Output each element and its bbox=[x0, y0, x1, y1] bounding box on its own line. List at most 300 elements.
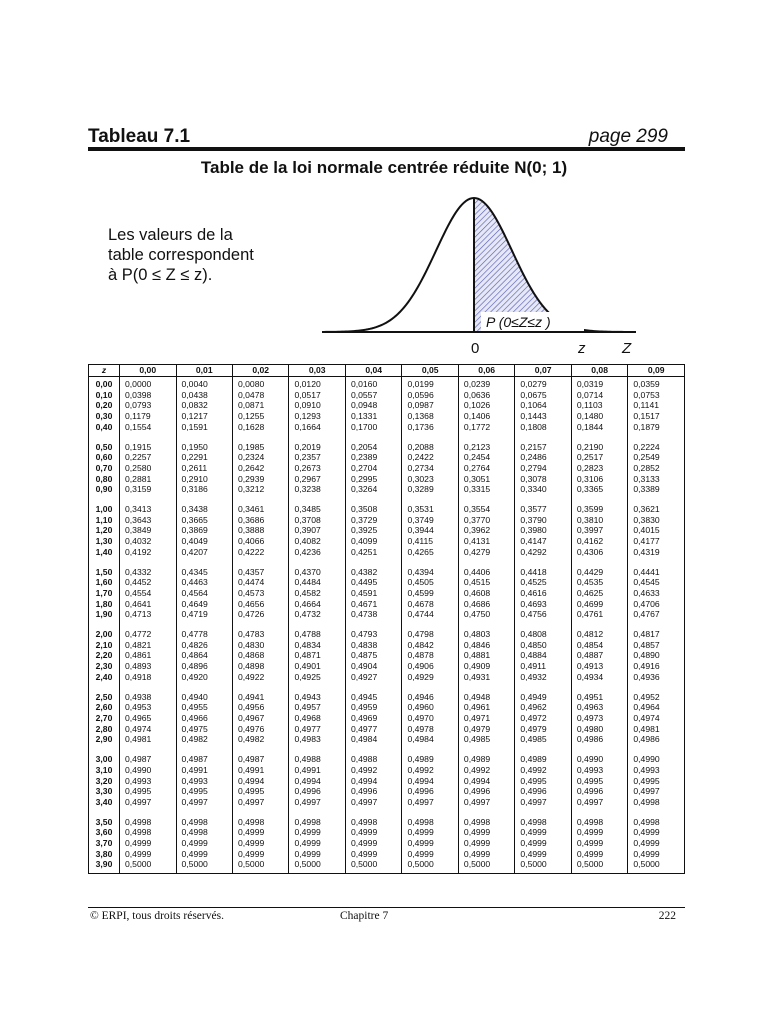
probability-cell: 0,2910 bbox=[176, 474, 232, 485]
probability-cell: 0,4871 bbox=[289, 650, 345, 661]
probability-cell: 0,0199 bbox=[402, 377, 458, 390]
probability-cell: 0,4798 bbox=[402, 620, 458, 640]
probability-cell: 0,3485 bbox=[289, 495, 345, 515]
probability-cell: 0,4732 bbox=[289, 609, 345, 620]
probability-cell: 0,3577 bbox=[515, 495, 571, 515]
probability-cell: 0,2823 bbox=[571, 463, 627, 474]
probability-cell: 0,3365 bbox=[571, 484, 627, 495]
probability-cell: 0,4803 bbox=[458, 620, 514, 640]
probability-cell: 0,2704 bbox=[345, 463, 401, 474]
table-row bbox=[89, 536, 685, 547]
probability-cell: 0,4997 bbox=[176, 797, 232, 808]
probability-cell: 0,3554 bbox=[458, 495, 514, 515]
probability-cell: 0,0319 bbox=[571, 377, 627, 390]
probability-cell: 0,4995 bbox=[515, 776, 571, 787]
probability-cell: 0,2088 bbox=[402, 433, 458, 453]
probability-cell: 0,4946 bbox=[402, 683, 458, 703]
probability-cell: 0,4996 bbox=[458, 786, 514, 797]
table-row bbox=[89, 609, 685, 620]
probability-cell: 0,4978 bbox=[402, 724, 458, 735]
table-row bbox=[89, 859, 685, 873]
probability-cell: 0,4616 bbox=[515, 588, 571, 599]
probability-cell: 0,4525 bbox=[515, 577, 571, 588]
z-value-cell: 1,00 bbox=[95, 504, 113, 515]
probability-cell: 0,4783 bbox=[232, 620, 288, 640]
probability-cell: 0,4999 bbox=[515, 838, 571, 849]
probability-cell: 0,4345 bbox=[176, 558, 232, 578]
probability-cell: 0,4948 bbox=[458, 683, 514, 703]
probability-cell: 0,4082 bbox=[289, 536, 345, 547]
table-row bbox=[89, 474, 685, 485]
probability-cell: 0,4988 bbox=[345, 745, 401, 765]
probability-cell: 0,4131 bbox=[458, 536, 514, 547]
probability-cell: 0,4999 bbox=[345, 827, 401, 838]
probability-cell: 0,4957 bbox=[289, 702, 345, 713]
column-header: 0,04 bbox=[345, 365, 401, 377]
probability-cell: 0,0517 bbox=[289, 390, 345, 401]
probability-cell: 0,4032 bbox=[120, 536, 176, 547]
table-row bbox=[89, 515, 685, 526]
z-value-cell: 0,90 bbox=[95, 484, 113, 495]
probability-cell: 0,0910 bbox=[289, 400, 345, 411]
probability-cell: 0,4986 bbox=[628, 734, 685, 745]
probability-cell: 0,0675 bbox=[515, 390, 571, 401]
probability-cell: 0,4817 bbox=[628, 620, 685, 640]
probability-cell: 0,4994 bbox=[345, 776, 401, 787]
probability-cell: 0,4995 bbox=[176, 786, 232, 797]
probability-cell: 0,3508 bbox=[345, 495, 401, 515]
z-value-cell: 2,60 bbox=[95, 702, 113, 713]
z-value-cell: 0,30 bbox=[95, 411, 113, 422]
probability-cell: 0,4998 bbox=[120, 808, 176, 828]
probability-cell: 0,0478 bbox=[232, 390, 288, 401]
table-row bbox=[89, 702, 685, 713]
shaded-area bbox=[474, 198, 584, 332]
probability-cell: 0,4332 bbox=[120, 558, 176, 578]
probability-cell: 0,4761 bbox=[571, 609, 627, 620]
probability-cell: 0,4968 bbox=[289, 713, 345, 724]
probability-cell: 0,4812 bbox=[571, 620, 627, 640]
probability-cell: 0,2549 bbox=[628, 452, 685, 463]
probability-cell: 0,4973 bbox=[571, 713, 627, 724]
probability-cell: 0,4997 bbox=[571, 797, 627, 808]
probability-cell: 0,5000 bbox=[120, 859, 176, 873]
probability-cell: 0,5000 bbox=[515, 859, 571, 873]
table-row bbox=[89, 797, 685, 808]
probability-cell: 0,0080 bbox=[232, 377, 288, 390]
probability-cell: 0,4898 bbox=[232, 661, 288, 672]
probability-cell: 0,4998 bbox=[176, 827, 232, 838]
probability-cell: 0,0040 bbox=[176, 377, 232, 390]
probability-cell: 0,4999 bbox=[289, 849, 345, 860]
probability-cell: 0,4990 bbox=[120, 765, 176, 776]
probability-cell: 0,4463 bbox=[176, 577, 232, 588]
probability-cell: 0,4998 bbox=[628, 808, 685, 828]
probability-cell: 0,3438 bbox=[176, 495, 232, 515]
probability-cell: 0,2257 bbox=[120, 452, 176, 463]
table-row bbox=[89, 650, 685, 661]
probability-cell: 0,4976 bbox=[232, 724, 288, 735]
probability-cell: 0,4756 bbox=[515, 609, 571, 620]
probability-cell: 0,5000 bbox=[232, 859, 288, 873]
probability-cell: 0,2517 bbox=[571, 452, 627, 463]
probability-cell: 0,4999 bbox=[571, 827, 627, 838]
probability-cell: 0,4911 bbox=[515, 661, 571, 672]
probability-cell: 0,2190 bbox=[571, 433, 627, 453]
probability-cell: 0,1844 bbox=[571, 422, 627, 433]
z-value-cell: 3,50 bbox=[95, 816, 113, 827]
table-row bbox=[89, 765, 685, 776]
probability-cell: 0,4979 bbox=[458, 724, 514, 735]
probability-cell: 0,4993 bbox=[176, 776, 232, 787]
z-value-cell: 3,60 bbox=[95, 827, 113, 838]
probability-cell: 0,4998 bbox=[176, 808, 232, 828]
table-row bbox=[89, 525, 685, 536]
probability-cell: 0,4738 bbox=[345, 609, 401, 620]
probability-cell: 0,4999 bbox=[120, 849, 176, 860]
probability-cell: 0,4984 bbox=[402, 734, 458, 745]
probability-cell: 0,4997 bbox=[458, 797, 514, 808]
z-value-cell: 2,30 bbox=[95, 661, 113, 672]
z-value-cell: 0,70 bbox=[95, 462, 113, 473]
probability-cell: 0,4974 bbox=[628, 713, 685, 724]
probability-cell: 0,1985 bbox=[232, 433, 288, 453]
probability-cell: 0,2642 bbox=[232, 463, 288, 474]
table-row bbox=[89, 390, 685, 401]
probability-cell: 0,4999 bbox=[571, 849, 627, 860]
probability-cell: 0,3944 bbox=[402, 525, 458, 536]
probability-cell: 0,0871 bbox=[232, 400, 288, 411]
z-value-cell: 2,50 bbox=[95, 691, 113, 702]
probability-cell: 0,4625 bbox=[571, 588, 627, 599]
probability-cell: 0,4192 bbox=[120, 547, 176, 558]
probability-cell: 0,3708 bbox=[289, 515, 345, 526]
probability-cell: 0,3212 bbox=[232, 484, 288, 495]
probability-cell: 0,2852 bbox=[628, 463, 685, 474]
probability-cell: 0,4633 bbox=[628, 588, 685, 599]
normal-distribution-table bbox=[88, 364, 685, 874]
probability-cell: 0,3962 bbox=[458, 525, 514, 536]
probability-cell: 0,4987 bbox=[232, 745, 288, 765]
probability-cell: 0,4965 bbox=[120, 713, 176, 724]
probability-cell: 0,4713 bbox=[120, 609, 176, 620]
table-number: Tableau 7.1 bbox=[88, 126, 191, 147]
probability-cell: 0,3340 bbox=[515, 484, 571, 495]
probability-cell: 0,4251 bbox=[345, 547, 401, 558]
probability-cell: 0,2764 bbox=[458, 463, 514, 474]
probability-cell: 0,3289 bbox=[402, 484, 458, 495]
probability-cell: 0,3389 bbox=[628, 484, 685, 495]
probability-cell: 0,4474 bbox=[232, 577, 288, 588]
probability-cell: 0,4999 bbox=[176, 849, 232, 860]
probability-cell: 0,1628 bbox=[232, 422, 288, 433]
probability-cell: 0,2357 bbox=[289, 452, 345, 463]
probability-cell: 0,2054 bbox=[345, 433, 401, 453]
probability-cell: 0,4850 bbox=[515, 640, 571, 651]
z-value-cell: 0,80 bbox=[95, 473, 113, 484]
probability-cell: 0,4998 bbox=[571, 808, 627, 828]
probability-cell: 0,4015 bbox=[628, 525, 685, 536]
table-row bbox=[89, 558, 685, 578]
probability-cell: 0,4394 bbox=[402, 558, 458, 578]
probability-cell: 0,4236 bbox=[289, 547, 345, 558]
probability-cell: 0,4699 bbox=[571, 599, 627, 610]
probability-cell: 0,3729 bbox=[345, 515, 401, 526]
probability-cell: 0,4991 bbox=[176, 765, 232, 776]
probability-cell: 0,4656 bbox=[232, 599, 288, 610]
probability-cell: 0,1064 bbox=[515, 400, 571, 411]
probability-cell: 0,2291 bbox=[176, 452, 232, 463]
probability-cell: 0,4940 bbox=[176, 683, 232, 703]
z-value-cell: 1,40 bbox=[95, 546, 113, 557]
probability-cell: 0,1950 bbox=[176, 433, 232, 453]
probability-cell: 0,3643 bbox=[120, 515, 176, 526]
probability-cell: 0,2995 bbox=[345, 474, 401, 485]
probability-cell: 0,4991 bbox=[289, 765, 345, 776]
z-value-cell: 3,00 bbox=[95, 754, 113, 765]
probability-cell: 0,3531 bbox=[402, 495, 458, 515]
table-row bbox=[89, 827, 685, 838]
probability-cell: 0,0714 bbox=[571, 390, 627, 401]
probability-cell: 0,5000 bbox=[345, 859, 401, 873]
probability-cell: 0,4177 bbox=[628, 536, 685, 547]
probability-cell: 0,4999 bbox=[232, 838, 288, 849]
probability-cell: 0,4484 bbox=[289, 577, 345, 588]
probability-cell: 0,4099 bbox=[345, 536, 401, 547]
probability-cell: 0,3810 bbox=[571, 515, 627, 526]
probability-cell: 0,4207 bbox=[176, 547, 232, 558]
z-value-cell: 1,50 bbox=[95, 566, 113, 577]
probability-cell: 0,4767 bbox=[628, 609, 685, 620]
table-row bbox=[89, 620, 685, 640]
probability-cell: 0,4306 bbox=[571, 547, 627, 558]
probability-cell: 0,3849 bbox=[120, 525, 176, 536]
probability-cell: 0,4842 bbox=[402, 640, 458, 651]
probability-cell: 0,0596 bbox=[402, 390, 458, 401]
probability-cell: 0,4994 bbox=[232, 776, 288, 787]
probability-cell: 0,4929 bbox=[402, 672, 458, 683]
column-header: 0,01 bbox=[176, 365, 232, 377]
normal-curve-figure bbox=[318, 190, 648, 362]
z-value-cell: 2,80 bbox=[95, 723, 113, 734]
probability-cell: 0,4982 bbox=[232, 734, 288, 745]
probability-cell: 0,4966 bbox=[176, 713, 232, 724]
probability-cell: 0,4864 bbox=[176, 650, 232, 661]
probability-cell: 0,4999 bbox=[176, 838, 232, 849]
probability-cell: 0,3159 bbox=[120, 484, 176, 495]
probability-cell: 0,4990 bbox=[628, 745, 685, 765]
probability-cell: 0,4938 bbox=[120, 683, 176, 703]
z-value-cell: 0,50 bbox=[95, 441, 113, 452]
probability-cell: 0,4854 bbox=[571, 640, 627, 651]
probability-cell: 0,4861 bbox=[120, 650, 176, 661]
probability-cell: 0,4993 bbox=[628, 765, 685, 776]
z-value-cell: 3,10 bbox=[95, 764, 113, 775]
probability-cell: 0,4890 bbox=[628, 650, 685, 661]
probability-cell: 0,4999 bbox=[402, 827, 458, 838]
probability-cell: 0,4987 bbox=[176, 745, 232, 765]
header-rule bbox=[88, 147, 685, 151]
probability-cell: 0,4846 bbox=[458, 640, 514, 651]
probability-cell: 0,0160 bbox=[345, 377, 401, 390]
probability-cell: 0,0557 bbox=[345, 390, 401, 401]
table-row bbox=[89, 463, 685, 474]
table-row bbox=[89, 495, 685, 515]
probability-cell: 0,4941 bbox=[232, 683, 288, 703]
probability-cell: 0,4881 bbox=[458, 650, 514, 661]
probability-cell: 0,4999 bbox=[515, 827, 571, 838]
probability-cell: 0,0987 bbox=[402, 400, 458, 411]
probability-cell: 0,1808 bbox=[515, 422, 571, 433]
probability-cell: 0,1480 bbox=[571, 411, 627, 422]
probability-cell: 0,0398 bbox=[120, 390, 176, 401]
probability-cell: 0,2454 bbox=[458, 452, 514, 463]
probability-cell: 0,4826 bbox=[176, 640, 232, 651]
probability-cell: 0,4963 bbox=[571, 702, 627, 713]
probability-cell: 0,4996 bbox=[571, 786, 627, 797]
z-value-cell: 2,90 bbox=[95, 734, 113, 745]
table-row bbox=[89, 745, 685, 765]
probability-cell: 0,4992 bbox=[515, 765, 571, 776]
probability-cell: 0,3749 bbox=[402, 515, 458, 526]
probability-cell: 0,4222 bbox=[232, 547, 288, 558]
probability-cell: 0,3621 bbox=[628, 495, 685, 515]
probability-cell: 0,3264 bbox=[345, 484, 401, 495]
probability-cell: 0,2486 bbox=[515, 452, 571, 463]
probability-cell: 0,4993 bbox=[120, 776, 176, 787]
probability-cell: 0,4975 bbox=[176, 724, 232, 735]
probability-cell: 0,4994 bbox=[458, 776, 514, 787]
probability-cell: 0,3599 bbox=[571, 495, 627, 515]
copyright: © ERPI, tous droits réservés. bbox=[90, 910, 224, 922]
z-value-cell: 2,20 bbox=[95, 650, 113, 661]
z-value-cell: 3,30 bbox=[95, 786, 113, 797]
probability-cell: 0,2794 bbox=[515, 463, 571, 474]
probability-cell: 0,2580 bbox=[120, 463, 176, 474]
probability-cell: 0,4982 bbox=[176, 734, 232, 745]
column-header: 0,05 bbox=[402, 365, 458, 377]
probability-cell: 0,4292 bbox=[515, 547, 571, 558]
probability-cell: 0,3830 bbox=[628, 515, 685, 526]
z-value-cell: 1,60 bbox=[95, 577, 113, 588]
probability-cell: 0,4970 bbox=[402, 713, 458, 724]
probability-cell: 0,5000 bbox=[458, 859, 514, 873]
table-row bbox=[89, 849, 685, 860]
probability-cell: 0,1368 bbox=[402, 411, 458, 422]
probability-cell: 0,4967 bbox=[232, 713, 288, 724]
probability-cell: 0,0832 bbox=[176, 400, 232, 411]
axis-label-Z: Z bbox=[622, 340, 632, 357]
probability-cell: 0,4429 bbox=[571, 558, 627, 578]
probability-cell: 0,4441 bbox=[628, 558, 685, 578]
probability-cell: 0,4887 bbox=[571, 650, 627, 661]
probability-cell: 0,4989 bbox=[515, 745, 571, 765]
probability-cell: 0,4998 bbox=[345, 808, 401, 828]
z-value-cell: 0,10 bbox=[95, 389, 113, 400]
table-row bbox=[89, 713, 685, 724]
table-row bbox=[89, 724, 685, 735]
probability-cell: 0,2611 bbox=[176, 463, 232, 474]
probability-cell: 0,4671 bbox=[345, 599, 401, 610]
probability-cell: 0,4996 bbox=[402, 786, 458, 797]
probability-cell: 0,4996 bbox=[289, 786, 345, 797]
probability-cell: 0,4981 bbox=[628, 724, 685, 735]
probability-cell: 0,4678 bbox=[402, 599, 458, 610]
probability-cell: 0,4995 bbox=[628, 776, 685, 787]
probability-cell: 0,2224 bbox=[628, 433, 685, 453]
page-title: Table de la loi normale centrée réduite N(0; 1) bbox=[200, 158, 568, 177]
probability-cell: 0,4932 bbox=[515, 672, 571, 683]
probability-cell: 0,4599 bbox=[402, 588, 458, 599]
probability-cell: 0,4995 bbox=[232, 786, 288, 797]
probability-cell: 0,4382 bbox=[345, 558, 401, 578]
probability-cell: 0,1293 bbox=[289, 411, 345, 422]
probability-cell: 0,4999 bbox=[232, 827, 288, 838]
probability-cell: 0,3133 bbox=[628, 474, 685, 485]
probability-cell: 0,4951 bbox=[571, 683, 627, 703]
probability-cell: 0,4909 bbox=[458, 661, 514, 672]
probability-cell: 0,4788 bbox=[289, 620, 345, 640]
z-value-cell: 0,00 bbox=[95, 379, 113, 389]
chapter-label: Chapitre 7 bbox=[340, 910, 389, 922]
probability-cell: 0,4706 bbox=[628, 599, 685, 610]
probability-cell: 0,4049 bbox=[176, 536, 232, 547]
probability-cell: 0,4999 bbox=[458, 849, 514, 860]
probability-cell: 0,4515 bbox=[458, 577, 514, 588]
probability-cell: 0,4987 bbox=[120, 745, 176, 765]
table-row bbox=[89, 577, 685, 588]
z-value-cell: 0,40 bbox=[95, 421, 113, 432]
probability-cell: 0,4904 bbox=[345, 661, 401, 672]
z-value-cell: 1,10 bbox=[95, 514, 113, 525]
probability-cell: 0,4918 bbox=[120, 672, 176, 683]
probability-cell: 0,1103 bbox=[571, 400, 627, 411]
table-row bbox=[89, 734, 685, 745]
probability-cell: 0,1255 bbox=[232, 411, 288, 422]
probability-cell: 0,1517 bbox=[628, 411, 685, 422]
probability-cell: 0,1443 bbox=[515, 411, 571, 422]
probability-cell: 0,4996 bbox=[345, 786, 401, 797]
probability-cell: 0,4998 bbox=[628, 797, 685, 808]
probability-cell: 0,4591 bbox=[345, 588, 401, 599]
probability-cell: 0,4162 bbox=[571, 536, 627, 547]
probability-cell: 0,4913 bbox=[571, 661, 627, 672]
probability-cell: 0,4878 bbox=[402, 650, 458, 661]
description-line-1: Les valeurs de la bbox=[108, 226, 233, 244]
probability-cell: 0,4992 bbox=[402, 765, 458, 776]
probability-cell: 0,3238 bbox=[289, 484, 345, 495]
column-header: 0,06 bbox=[458, 365, 514, 377]
column-header-z: z bbox=[89, 365, 120, 377]
z-value-cell: 3,40 bbox=[95, 796, 113, 807]
probability-cell: 0,1591 bbox=[176, 422, 232, 433]
probability-cell: 0,4989 bbox=[402, 745, 458, 765]
probability-cell: 0,4980 bbox=[571, 724, 627, 735]
probability-cell: 0,4977 bbox=[345, 724, 401, 735]
probability-cell: 0,4988 bbox=[289, 745, 345, 765]
probability-cell: 0,3665 bbox=[176, 515, 232, 526]
probability-cell: 0,4986 bbox=[571, 734, 627, 745]
table-row bbox=[89, 433, 685, 453]
probability-cell: 0,4608 bbox=[458, 588, 514, 599]
probability-cell: 0,4998 bbox=[402, 808, 458, 828]
probability-cell: 0,4998 bbox=[232, 808, 288, 828]
probability-cell: 0,3023 bbox=[402, 474, 458, 485]
probability-cell: 0,4452 bbox=[120, 577, 176, 588]
probability-cell: 0,4999 bbox=[345, 838, 401, 849]
probability-cell: 0,4505 bbox=[402, 577, 458, 588]
table-row bbox=[89, 683, 685, 703]
